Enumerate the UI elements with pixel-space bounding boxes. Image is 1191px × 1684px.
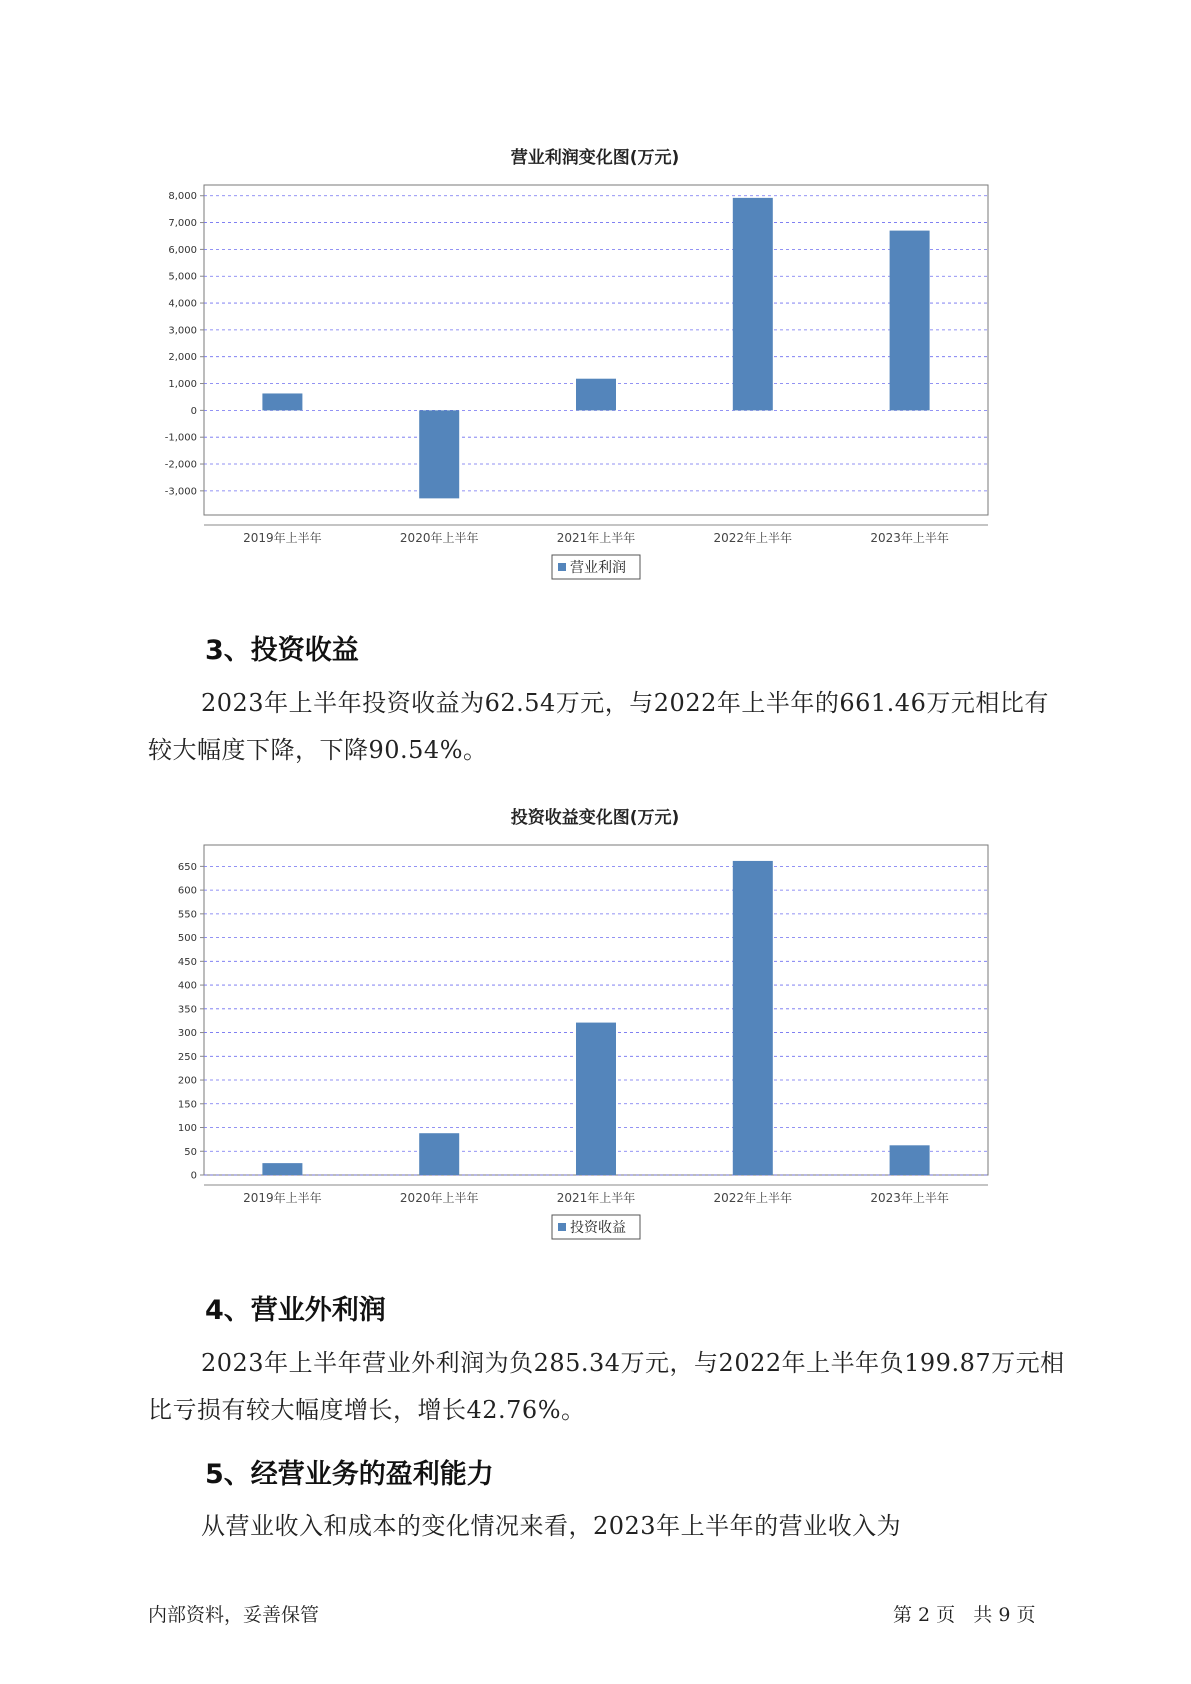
y-tick-label: -1,000 (164, 432, 197, 444)
legend-swatch (558, 563, 566, 571)
operating-profit-chart (150, 170, 1150, 590)
footer-confidential: 内部资料，妥善保管 (148, 1604, 320, 1626)
y-tick-label: 2,000 (168, 352, 197, 364)
y-tick-label: 1,000 (168, 379, 197, 391)
bar (419, 1133, 459, 1175)
y-tick-label: 50 (184, 1146, 197, 1158)
bar (733, 861, 773, 1175)
section-3-paragraph: 2023年上半年投资收益为62.54万元，与2022年上半年的661.46万元相比有较大幅度下降，下降90.54%。 (148, 689, 1049, 764)
y-tick-label: -2,000 (164, 459, 197, 471)
bar (576, 1023, 616, 1175)
x-tick-label: 2023年上半年 (870, 1191, 949, 1205)
y-tick-label: 0 (190, 405, 197, 417)
y-tick-label: 8,000 (168, 191, 197, 203)
x-tick-label: 2019年上半年 (243, 1191, 322, 1205)
legend-swatch (558, 1223, 566, 1231)
bar (262, 1163, 302, 1175)
y-tick-label: 5,000 (168, 271, 197, 283)
y-tick-label: 6,000 (168, 244, 197, 256)
y-tick-label: 500 (177, 933, 197, 945)
chart-2-title: 投资收益变化图(万元) (510, 808, 680, 828)
section-4-heading: 4、营业外利润 (205, 1295, 386, 1326)
chart-1-title: 营业利润变化图(万元) (510, 148, 680, 168)
y-tick-label: 300 (177, 1028, 197, 1040)
bar (419, 410, 459, 498)
y-tick-label: 7,000 (168, 218, 197, 230)
y-tick-label: 600 (177, 885, 197, 897)
bar (890, 1145, 930, 1175)
section-5-paragraph: 从营业收入和成本的变化情况来看，2023年上半年的营业收入为 (201, 1512, 902, 1540)
bar (262, 393, 302, 410)
y-tick-label: -3,000 (164, 486, 197, 498)
legend-label: 投资收益 (570, 1220, 626, 1236)
y-tick-label: 0 (190, 1170, 197, 1182)
bar (890, 231, 930, 411)
footer-page-number: 第 2 页 共 9 页 (893, 1604, 1036, 1626)
x-tick-label: 2022年上半年 (713, 1191, 793, 1205)
section-4-paragraph: 2023年上半年营业外利润为负285.34万元，与2022年上半年负199.87万元相比亏损有较大幅度增长，增长42.76%。 (148, 1349, 1065, 1424)
y-tick-label: 3,000 (168, 325, 197, 337)
bar (576, 379, 616, 411)
x-tick-label: 2020年上半年 (399, 1191, 479, 1205)
investment-income-chart (150, 830, 1150, 1250)
y-tick-label: 250 (177, 1051, 197, 1063)
x-tick-label: 2021年上半年 (556, 1191, 636, 1205)
y-tick-label: 650 (177, 861, 197, 873)
section-5-heading: 5、经营业务的盈利能力 (205, 1459, 494, 1490)
x-tick-label: 2021年上半年 (556, 531, 636, 545)
x-tick-label: 2022年上半年 (713, 531, 793, 545)
y-tick-label: 4,000 (168, 298, 197, 310)
y-tick-label: 200 (177, 1075, 197, 1087)
y-tick-label: 100 (177, 1123, 197, 1135)
y-tick-label: 400 (177, 980, 197, 992)
section-3-heading: 3、投资收益 (205, 635, 359, 666)
x-tick-label: 2023年上半年 (870, 531, 949, 545)
y-tick-label: 350 (177, 1004, 197, 1016)
legend-label: 营业利润 (570, 560, 626, 576)
plot-area (204, 185, 988, 515)
bar (733, 198, 773, 410)
y-tick-label: 550 (177, 909, 197, 921)
y-tick-label: 450 (177, 956, 197, 968)
x-tick-label: 2020年上半年 (399, 531, 479, 545)
y-tick-label: 150 (177, 1099, 197, 1111)
x-tick-label: 2019年上半年 (243, 531, 322, 545)
